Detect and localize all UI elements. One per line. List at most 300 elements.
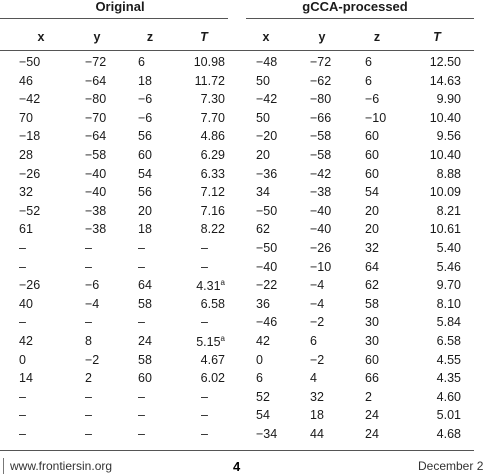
cell-value: 7.16 [200,203,225,218]
cell-value: – [85,315,92,330]
table-cell [437,371,461,385]
table-cell [138,371,152,385]
cell-value: 9.56 [436,129,461,144]
cell-value: 10.61 [429,222,461,237]
cell-value: – [201,389,208,404]
cell-value: 62 [256,222,270,237]
table-cell [138,427,145,441]
table-cell [19,111,33,125]
table-cell [365,278,379,292]
table-cell [310,111,331,125]
table-cell [19,92,40,106]
cell-value: −50 [19,55,41,69]
table-cell [256,204,277,218]
table-cell [310,390,324,404]
cell-value: 34 [256,185,270,200]
cell-value: −80 [85,92,107,107]
cell-value: 30 [365,315,379,330]
table-cell [430,111,461,125]
cell-value: 50 [256,110,270,125]
cell-value: −40 [256,259,278,274]
table-cell [365,129,379,143]
table-cell [85,371,92,385]
cell-value: 60 [365,129,379,144]
cell-value: 8.22 [200,222,225,237]
table-cell [365,334,379,348]
cell-value: −72 [310,55,332,69]
cell-value: 50 [256,73,270,88]
table-cell [310,427,324,441]
cell-value: −64 [85,73,107,88]
cell-value: 4.35 [436,371,461,386]
table-cell [201,129,225,143]
cell-value: – [138,241,145,255]
table-cell [85,334,92,348]
table-cell [256,185,270,199]
table-cell [85,408,92,422]
cell-value: 24 [138,334,152,348]
cell-value: −40 [85,166,107,181]
cell-value: 32 [310,389,324,404]
table-cell [310,334,317,348]
column-header-gcca-t: T [433,30,441,44]
cell-value: −52 [19,203,41,218]
cell-value: −26 [19,166,41,181]
table-cell [85,92,106,106]
cell-value: 28 [19,148,33,162]
table-cell [365,167,379,181]
table-cell [138,148,152,162]
table-cell [365,297,379,311]
table-cell [437,204,461,218]
table-cell [138,353,152,367]
cell-value: 18 [138,222,152,237]
cell-value: 56 [138,185,152,200]
table-cell [310,353,324,367]
bottom-rule [0,450,474,451]
table-cell [256,148,270,162]
cell-value: – [201,259,208,274]
table-cell [19,371,33,385]
cell-value: 6 [365,55,372,69]
table-cell [85,390,92,404]
cell-value: – [19,315,26,330]
table-cell [201,427,208,441]
table-cell [201,315,208,329]
cell-value: −42 [310,166,332,181]
cell-value: −50 [256,241,278,255]
table-cell [310,315,324,329]
table-cell [201,241,208,255]
cell-value: −2 [85,352,100,367]
cell-value: 4.60 [436,389,461,404]
table-cell [138,111,152,125]
table-cell [85,241,92,255]
column-header-gcca-z: z [373,30,381,44]
table-cell [85,222,106,236]
cell-value: 46 [19,73,33,88]
cell-value: 60 [365,148,379,162]
table-cell [256,408,270,422]
table-cell [19,427,26,441]
table-cell [195,74,225,88]
table-cell [85,297,99,311]
cell-value: −70 [85,110,107,125]
table-cell [310,129,331,143]
cell-value: 10.98 [193,55,225,69]
cell-value: 54 [256,408,270,423]
cell-value: 5.15 [196,335,221,349]
table-cell [310,278,324,292]
table-cell [196,278,225,293]
table-cell [85,74,106,88]
table-cell [19,129,40,143]
table-cell [437,241,461,255]
cell-value: 54 [365,185,379,200]
cell-value: −6 [138,110,153,125]
table-cell [138,204,152,218]
table-cell [201,390,208,404]
table-cell [19,353,26,367]
table-cell [365,148,379,162]
table-cell [194,55,225,69]
cell-value: −4 [85,296,100,311]
cell-value: 60 [365,166,379,181]
cell-value: −20 [256,129,278,144]
table-cell [138,129,152,143]
cell-value: −4 [310,278,325,293]
table-cell [430,74,461,88]
cell-value: – [19,408,26,423]
table-cell [201,297,225,311]
table-cell [430,148,461,162]
table-cell [365,427,379,441]
cell-value: −40 [310,203,332,218]
group-rule-original [0,18,228,19]
cell-value: −26 [310,241,332,255]
table-cell [19,334,33,348]
cell-value: – [19,427,26,441]
table-cell [365,222,379,236]
cell-value: 44 [310,427,324,441]
cell-value: 32 [365,241,379,255]
cell-value: – [201,408,208,423]
cell-value: 36 [256,296,270,311]
table-cell [256,129,277,143]
cell-value: −40 [85,185,107,200]
cell-value: 20 [365,222,379,237]
table-cell [256,167,277,181]
table-cell [138,260,145,274]
table-cell [85,204,106,218]
table-cell [365,353,379,367]
cell-value: −10 [365,110,387,125]
cell-value: 32 [19,185,33,200]
cell-value: 40 [19,296,33,311]
cell-value: −46 [256,315,278,330]
cell-value: −2 [310,315,325,330]
cell-value: 8.10 [436,296,461,311]
cell-value: −48 [256,55,278,69]
table-cell [437,334,461,348]
cell-value: −66 [310,110,332,125]
cell-value: 10.40 [429,110,461,125]
cell-value: 14.63 [429,73,461,88]
table-cell [310,74,331,88]
cell-value: 64 [138,278,152,293]
table-cell [196,334,225,349]
column-header-gcca-y: y [318,30,326,44]
cell-value: 0 [19,352,26,367]
cell-value: −18 [19,129,41,144]
table-cell [85,278,99,292]
cell-value: −58 [310,129,332,144]
table-cell [85,111,106,125]
table-cell [19,185,33,199]
cell-value: −38 [85,222,107,237]
cell-value: −6 [365,92,380,107]
table-cell [19,408,26,422]
cell-value: – [201,315,208,330]
cell-value: −10 [310,259,332,274]
column-header-original-z: z [146,30,154,44]
table-cell [365,241,379,255]
table-cell [85,167,106,181]
table-cell [85,353,99,367]
table-cell [19,222,33,236]
table-cell [201,222,225,236]
table-cell [437,297,461,311]
cell-value: 58 [365,296,379,311]
table-cell [365,260,379,274]
table-cell [256,427,277,441]
table-cell [201,353,225,367]
table-cell [85,185,106,199]
table-cell [19,74,33,88]
table-cell [310,260,331,274]
table-cell [256,222,270,236]
table-cell [138,222,152,236]
cell-value: 5.84 [436,315,461,330]
table-cell [138,92,152,106]
table-cell [201,185,225,199]
table-cell [138,55,145,69]
table-cell [19,241,26,255]
cell-value: −38 [85,203,107,218]
table-cell [430,222,461,236]
table-cell [437,260,461,274]
table-cell [256,315,277,329]
cell-value: 56 [138,129,152,144]
table-cell [437,92,461,106]
cell-value: 6.58 [200,296,225,311]
table-cell [85,427,92,441]
cell-value: 8 [85,334,92,348]
cell-value: 61 [19,222,33,237]
table-cell [310,241,331,255]
footer-date: December 2 [418,459,483,473]
cell-value: 10.09 [429,185,461,200]
table-cell [310,185,331,199]
table-cell [310,222,331,236]
cell-value: 5.01 [436,408,461,423]
table-cell [85,129,106,143]
table-cell [138,390,145,404]
table-cell [201,408,208,422]
cell-value: – [85,389,92,404]
table-cell [310,148,331,162]
cell-value: 12.50 [429,55,461,69]
cell-value: 4.68 [436,427,461,441]
cell-value: – [85,259,92,274]
table-cell [365,111,386,125]
cell-value: −4 [310,296,325,311]
table-cell [19,204,40,218]
table-cell [256,74,270,88]
cell-value: 4.67 [200,352,225,367]
cell-value: 42 [256,334,270,348]
table-cell [437,353,461,367]
cell-value: 6 [310,334,317,348]
table-cell [256,278,277,292]
cell-value: 6 [138,55,145,69]
cell-value: −58 [310,148,332,162]
footer-url: www.frontiersin.org [10,459,113,473]
cell-value: 8.88 [436,166,461,181]
cell-value: −26 [19,278,41,293]
table-cell [365,74,372,88]
table-cell [256,241,277,255]
table-cell [138,241,145,255]
column-header-original-y: y [93,30,101,44]
table-cell [430,55,461,69]
cell-value: 64 [365,259,379,274]
cell-value: 20 [256,148,270,162]
table-cell [85,148,106,162]
header-rule [0,50,474,51]
cell-value: −42 [19,92,41,107]
cell-value: 42 [19,334,33,348]
table-cell [437,167,461,181]
footnote-marker: a [220,334,225,343]
table-cell [138,185,152,199]
cell-value: 24 [365,408,379,423]
cell-value: – [19,259,26,274]
column-header-gcca-x: x [262,30,270,44]
table-cell [310,371,317,385]
table-cell [138,315,145,329]
table-cell [437,278,461,292]
cell-value: 6.33 [200,166,225,181]
cell-value: 7.70 [200,110,225,125]
cell-value: 5.40 [436,241,461,255]
column-header-original-t: T [200,30,208,44]
table-cell [256,55,277,69]
cell-value: 54 [138,166,152,181]
table-cell [437,427,461,441]
cell-value: 18 [310,408,324,423]
table-cell [201,111,225,125]
cell-value: −72 [85,55,107,69]
table-cell [256,390,270,404]
table-cell [201,148,225,162]
table-cell [19,297,33,311]
table-cell [138,278,152,292]
table-cell [19,315,26,329]
cell-value: – [19,389,26,404]
table-cell [19,55,40,69]
table-cell [365,92,379,106]
table-cell [437,129,461,143]
cell-value: 60 [365,352,379,367]
table-cell [365,204,379,218]
table-cell [365,315,379,329]
cell-value: −64 [85,129,107,144]
cell-value: – [138,427,145,441]
cell-value: −58 [85,148,107,162]
cell-value: 62 [365,278,379,293]
table-cell [430,185,461,199]
cell-value: −6 [138,92,153,107]
cell-value: 20 [138,203,152,218]
table-cell [138,297,152,311]
cell-value: – [138,408,145,423]
table-cell [365,408,379,422]
table-cell [437,390,461,404]
cell-value: 52 [256,389,270,404]
cell-value: 0 [256,352,263,367]
cell-value: 6 [256,371,263,386]
cell-value: 6 [365,73,372,88]
cell-value: 2 [85,371,92,386]
cell-value: 58 [138,352,152,367]
table-cell [85,260,92,274]
table-cell [310,92,331,106]
table-cell [201,92,225,106]
cell-value: −42 [256,92,278,107]
table-cell [365,390,372,404]
table-cell [256,92,277,106]
table-cell [310,204,331,218]
cell-value: −6 [85,278,100,293]
cell-value: 8.21 [436,203,461,218]
cell-value: – [85,408,92,423]
cell-value: – [138,259,145,274]
table-cell [365,371,379,385]
table-cell [201,260,208,274]
cell-value: −22 [256,278,278,293]
cell-value: 9.70 [436,278,461,293]
cell-value: – [85,241,92,255]
cell-value: −2 [310,352,325,367]
table-cell [85,55,106,69]
table-cell [437,408,461,422]
cell-value: – [19,241,26,255]
table-cell [138,167,152,181]
cell-value: 5.46 [436,259,461,274]
cell-value: 2 [365,389,372,404]
cell-value: 4.55 [436,352,461,367]
table-cell [138,74,152,88]
cell-value: −50 [256,203,278,218]
cell-value: 20 [365,203,379,218]
table-cell [310,408,324,422]
table-cell [256,260,277,274]
cell-value: 6.58 [436,334,461,348]
footer-page-number: 4 [233,459,241,474]
table-cell [256,297,270,311]
column-header-original-x: x [37,30,45,44]
